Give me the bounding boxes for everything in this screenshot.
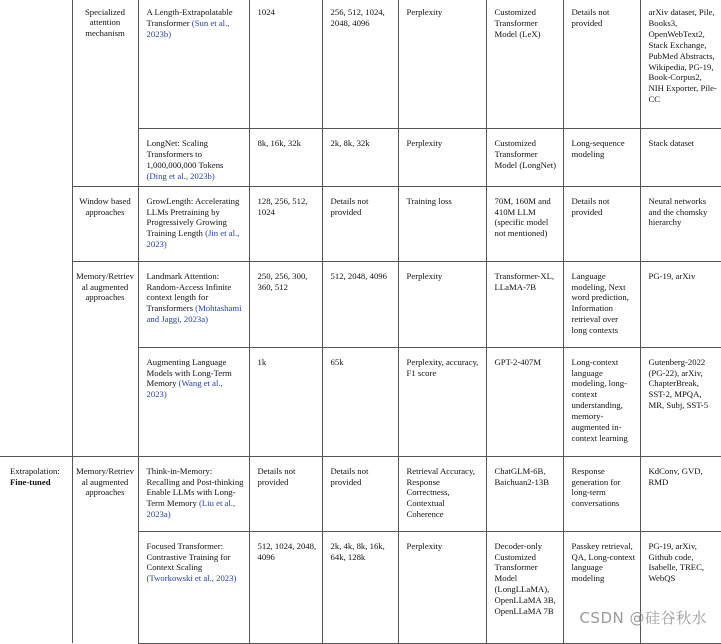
- metric-cell: Perplexity: [398, 261, 486, 347]
- citation-link[interactable]: (Mohtashami and Jaggi, 2023a): [146, 303, 242, 325]
- category-cell: [0, 531, 72, 643]
- paper-cell: [138, 186, 249, 261]
- table-row: [0, 129, 721, 187]
- category-cell: [0, 129, 72, 187]
- paper-title: GrowLength: Accelerating LLMs Pretraining by Progressively Growing Training Length: [146, 195, 240, 239]
- paper-cell: [138, 261, 249, 347]
- task-cell: Passkey retrieval, QA, Long-context language modeling: [563, 531, 640, 643]
- category-cell: [0, 186, 72, 261]
- train-length-cell: 250, 256, 300, 360, 512: [249, 261, 322, 347]
- task-cell: Long-context language modeling, long-context understanding, memory-augmented in-context learning: [563, 347, 640, 456]
- task-cell: Details not provided: [563, 186, 640, 261]
- category-cell: [0, 347, 72, 456]
- table-row: [0, 186, 721, 261]
- paper-title: LongNet: Scaling Transformers to 1,000,000,000 Tokens: [146, 138, 224, 170]
- test-length-cell: Details not provided: [322, 186, 398, 261]
- citation-link[interactable]: (Sun et al., 2023b): [146, 17, 230, 39]
- paper-cell: [138, 347, 249, 456]
- model-cell: 70M, 160M and 410M LLM (specific model not mentioned): [486, 186, 563, 261]
- metric-cell: Perplexity: [398, 129, 486, 187]
- approach-cell: [72, 129, 138, 187]
- category-emphasis: Fine-tuned: [10, 476, 51, 487]
- train-length-cell: 8k, 16k, 32k: [249, 129, 322, 187]
- metric-cell: Perplexity: [398, 0, 486, 129]
- paper-cell: [138, 456, 249, 531]
- model-cell: Customized Transformer Model (LeX): [486, 0, 563, 129]
- metric-cell: Retrieval Accuracy, Response Correctness, Contextual Coherence: [398, 456, 486, 531]
- csdn-watermark: CSDN @硅谷秋水: [579, 609, 707, 627]
- approach-cell: [72, 531, 138, 643]
- citation-link[interactable]: (Liu et al., 2023a): [146, 498, 236, 520]
- dataset-cell: PG-19, arXiv: [640, 261, 721, 347]
- train-length-cell: 128, 256, 512, 1024: [249, 186, 322, 261]
- paper-title: Augmenting Language Models with Long-Term Memory: [146, 356, 232, 389]
- metric-cell: Training loss: [398, 186, 486, 261]
- task-cell: Long-sequence modeling: [563, 129, 640, 187]
- dataset-cell: arXiv dataset, Pile, Books3, OpenWebText2, Stack Exchange, PubMed Abstracts, Wikipedia, PG-19, Book-Corpus2, NIH Exporter, Pile-CC: [640, 0, 721, 129]
- model-cell: Decoder-only Customized Transformer Model (LongLLaMA), OpenLLaMA 3B, OpenLLaMA 7B: [486, 531, 563, 643]
- test-length-cell: 512, 2048, 4096: [322, 261, 398, 347]
- test-length-cell: 65k: [322, 347, 398, 456]
- train-length-cell: 1024: [249, 0, 322, 129]
- dataset-cell: Neural networks and the chomsky hierarchy: [640, 186, 721, 261]
- metric-cell: Perplexity: [398, 531, 486, 643]
- model-cell: Customized Transformer Model (LongNet): [486, 129, 563, 187]
- paper-cell: [138, 531, 249, 643]
- train-length-cell: 1k: [249, 347, 322, 456]
- approach-cell: Memory/Retrieval augmented approaches: [72, 456, 138, 531]
- approach-cell: Window based approaches: [72, 186, 138, 261]
- metric-cell: Perplexity, accuracy, F1 score: [398, 347, 486, 456]
- dataset-cell: KdConv, GVD, RMD: [640, 456, 721, 531]
- model-cell: ChatGLM-6B, Baichuan2-13B: [486, 456, 563, 531]
- category-prefix: Extrapolation:: [10, 465, 60, 476]
- category-cell: [0, 456, 72, 531]
- category-cell: [0, 0, 72, 129]
- task-cell: Details not provided: [563, 0, 640, 129]
- train-length-cell: 512, 1024, 2048, 4096: [249, 531, 322, 643]
- paper-title: Landmark Attention: Random-Access Infinite context length for Transformers: [146, 270, 232, 314]
- table-row: [0, 261, 721, 347]
- citation-link[interactable]: (Ding et al., 2023b): [146, 170, 215, 181]
- dataset-cell: Stack dataset: [640, 129, 721, 187]
- paper-title: Think-in-Memory: Recalling and Post-thinking Enable LLMs with Long-Term Memory: [146, 465, 244, 509]
- approach-cell: [72, 347, 138, 456]
- task-cell: Response generation for long-term conversations: [563, 456, 640, 531]
- citation-link[interactable]: (Jin et al., 2023): [146, 228, 240, 250]
- paper-cell: [138, 0, 249, 129]
- dataset-cell: PG-19, arXiv, Github code, Isabelle, TREC, WebQS: [640, 531, 721, 643]
- dataset-cell: Gutenberg-2022 (PG-22), arXiv, ChapterBreak, SST-2, MPQA, MR, Subj, SST-5: [640, 347, 721, 456]
- table-row: [0, 0, 721, 129]
- table-row: [0, 347, 721, 456]
- citation-link[interactable]: (Tworkowski et al., 2023): [146, 573, 237, 584]
- test-length-cell: 2k, 8k, 32k: [322, 129, 398, 187]
- paper-cell: [138, 129, 249, 187]
- paper-title: A Length-Extrapolatable Transformer: [146, 7, 233, 28]
- paper-title: Focused Transformer: Contrastive Training for Context Scaling: [146, 540, 231, 573]
- citation-link[interactable]: (Wang et al., 2023): [146, 378, 223, 400]
- table-row: [0, 456, 721, 531]
- test-length-cell: 256, 512, 1024, 2048, 4096: [322, 0, 398, 129]
- model-cell: GPT-2-407M: [486, 347, 563, 456]
- category-cell: [0, 261, 72, 347]
- approach-cell: Specialized attention mechanism: [72, 0, 138, 129]
- train-length-cell: Details not provided: [249, 456, 322, 531]
- test-length-cell: 2k, 4k, 8k, 16k, 64k, 128k: [322, 531, 398, 643]
- task-cell: Language modeling, Next word prediction, Information retrieval over long contexts: [563, 261, 640, 347]
- test-length-cell: Details not provided: [322, 456, 398, 531]
- approach-cell: Memory/Retrieval augmented approaches: [72, 261, 138, 347]
- model-cell: Transformer-XL, LLaMA-7B: [486, 261, 563, 347]
